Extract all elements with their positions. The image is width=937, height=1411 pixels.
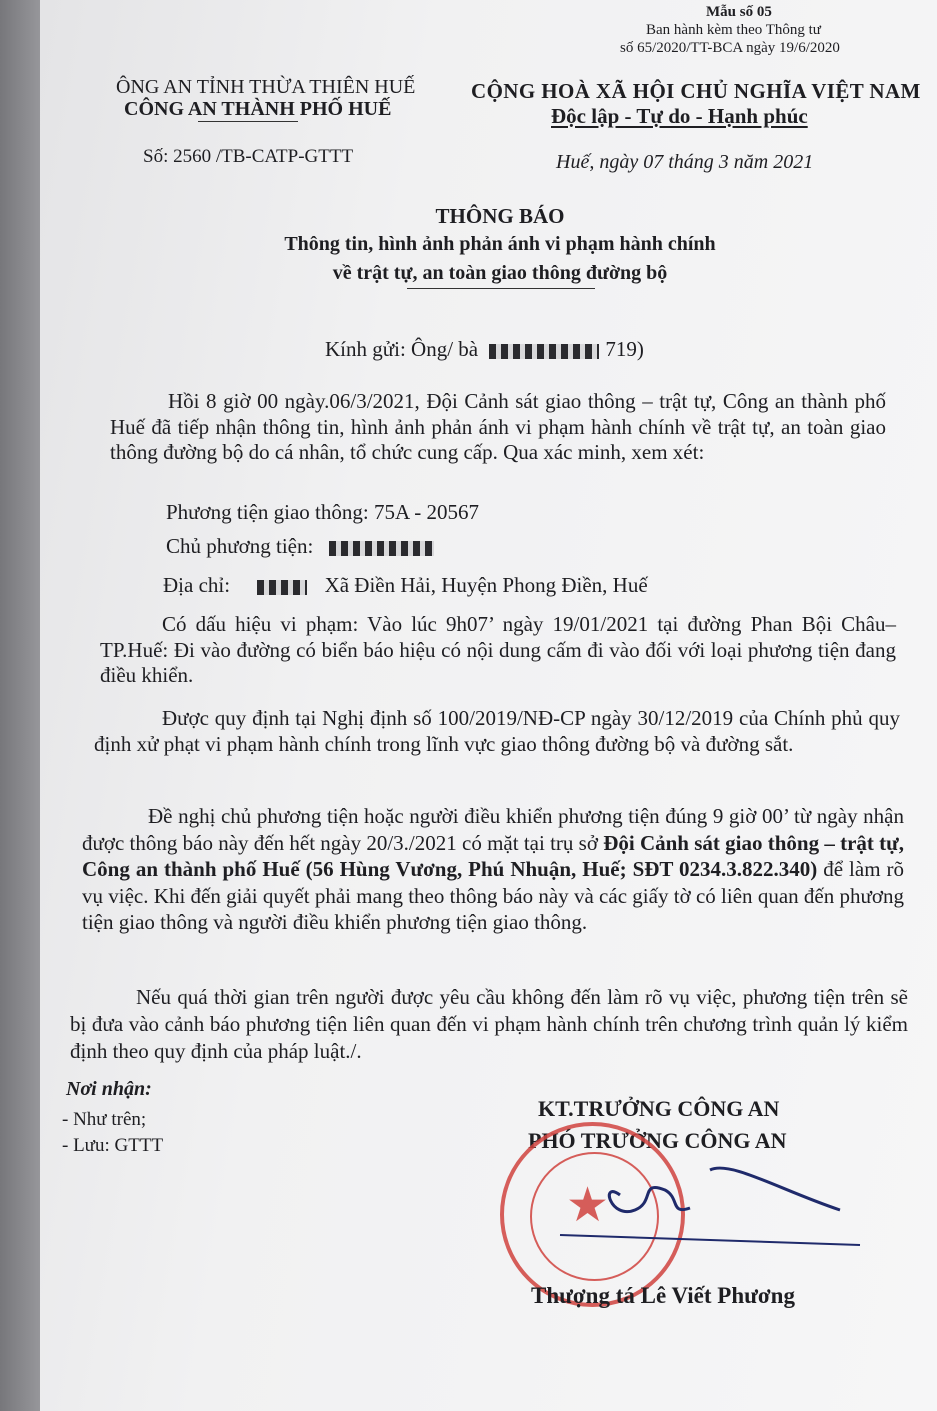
form-circular: số 65/2020/TT-BCA ngày 19/6/2020 [620,40,840,56]
redacted-owner [329,541,434,556]
paragraph-intro: Hồi 8 giờ 00 ngày.06/3/2021, Đội Cảnh sát giao thông – trật tự, Công an thành phố Huế đã tiếp nhận thông tin, hình ảnh phản ánh vi phạm hành chính về trật tự, an toàn giao thông đường bộ do cá nhân, tổ chức cung cấp. Qua xác minh, xem xét: [110,389,886,464]
vehicle-line: Phương tiện giao thông: 75A - 20567 [166,500,479,524]
signer-name: Thượng tá Lê Viết Phương [531,1283,795,1308]
form-number: Mẫu số 05 [706,4,772,20]
document-title: THÔNG BÁO [435,204,565,228]
address-line [163,573,648,598]
paragraph-warning: Nếu quá thời gian trên người được yêu cầu không đến làm rõ vụ việc, phương tiện trên sẽ bị đưa vào cảnh báo phương tiện liên quan đến vi phạm hành chính trên chương trình quản lý kiểm định theo quy định của pháp luật./. [70,985,908,1063]
paragraph-regulation: Được quy định tại Nghị định số 100/2019/NĐ-CP ngày 30/12/2019 của Chính phủ quy định xử phạt vi phạm hành chính trong lĩnh vực giao thông đường bộ và đường sắt. [94,706,900,756]
recipient-item: - Như trên; [62,1109,147,1130]
recipient-line [325,337,644,362]
title-line-1: Thông tin, hình ảnh phản ánh vi phạm hành chính [284,233,716,255]
signature-title-1: KT.TRƯỞNG CÔNG AN [538,1096,780,1121]
recipient-suffix: 719) [605,337,644,361]
form-issued-with: Ban hành kèm theo Thông tư [646,22,821,38]
document-number: Số: 2560 /TB-CATP-GTTT [143,146,354,167]
agency-name: CÔNG AN THÀNH PHỐ HUẾ [124,98,392,120]
recipient-label: Kính gửi: Ông/ bà [325,337,479,361]
title-underline [407,288,595,289]
owner-label: Chủ phương tiện: [166,534,314,558]
owner-line [166,534,434,559]
star-icon: ★ [566,1179,610,1232]
nation-motto: Độc lập - Tự do - Hạnh phúc [551,104,808,128]
nation-name: CỘNG HOÀ XÃ HỘI CHỦ NGHĨA VIỆT NAM [471,79,921,103]
handwritten-signature [540,1150,900,1260]
title-line-2: về trật tự, an toàn giao thông đường bộ [332,262,668,284]
agency-parent: ÔNG AN TỈNH THỪA THIÊN HUẾ [116,76,416,98]
paragraph-request: Đề nghị chủ phương tiện hoặc người điều khiển phương tiện đúng 9 giờ 00’ từ ngày nhận được thông báo này đến hết ngày 20/3./2021 có mặt tại trụ sở Đội Cảnh sát giao thông – trật tự, Công an thành phố Huế (56 Hùng Vương, Phú Nhuận, Huế; SĐT 0234.3.822.340) để làm rõ vụ việc. Khi đến giải quyết phải mang theo thông báo này và các giấy tờ có liên quan đến phương tiện giao thông và người điều khiển phương tiện giao thông. [82,804,905,934]
signature-title-2: PHÓ TRƯỞNG CÔNG AN [528,1128,787,1153]
address-value: Xã Điền Hải, Huyện Phong Điền, Huế [324,573,648,597]
paragraph-violation: Có dấu hiệu vi phạm: Vào lúc 9h07’ ngày 19/01/2021 tại đường Phan Bội Châu– TP.Huế: Đi vào đường có biển báo hiệu có nội dung cấm đi vào đối với loại phương tiện đang điều khiển. [100,612,896,687]
agency-underline [198,121,298,122]
recipient-item: - Lưu: GTTT [62,1135,164,1156]
redacted-name [489,344,599,359]
police-station-address: Đội Cảnh sát giao thông – trật tự, Công an thành phố Huế (56 Hùng Vương, Phú Nhuận, Huế; SĐT 0234.3.822.340) [82,830,905,881]
redacted-address [257,580,307,595]
recipients-label: Nơi nhận: [66,1078,152,1100]
address-label: Địa chỉ: [163,573,231,597]
place-date: Huế, ngày 07 tháng 3 năm 2021 [556,151,814,173]
